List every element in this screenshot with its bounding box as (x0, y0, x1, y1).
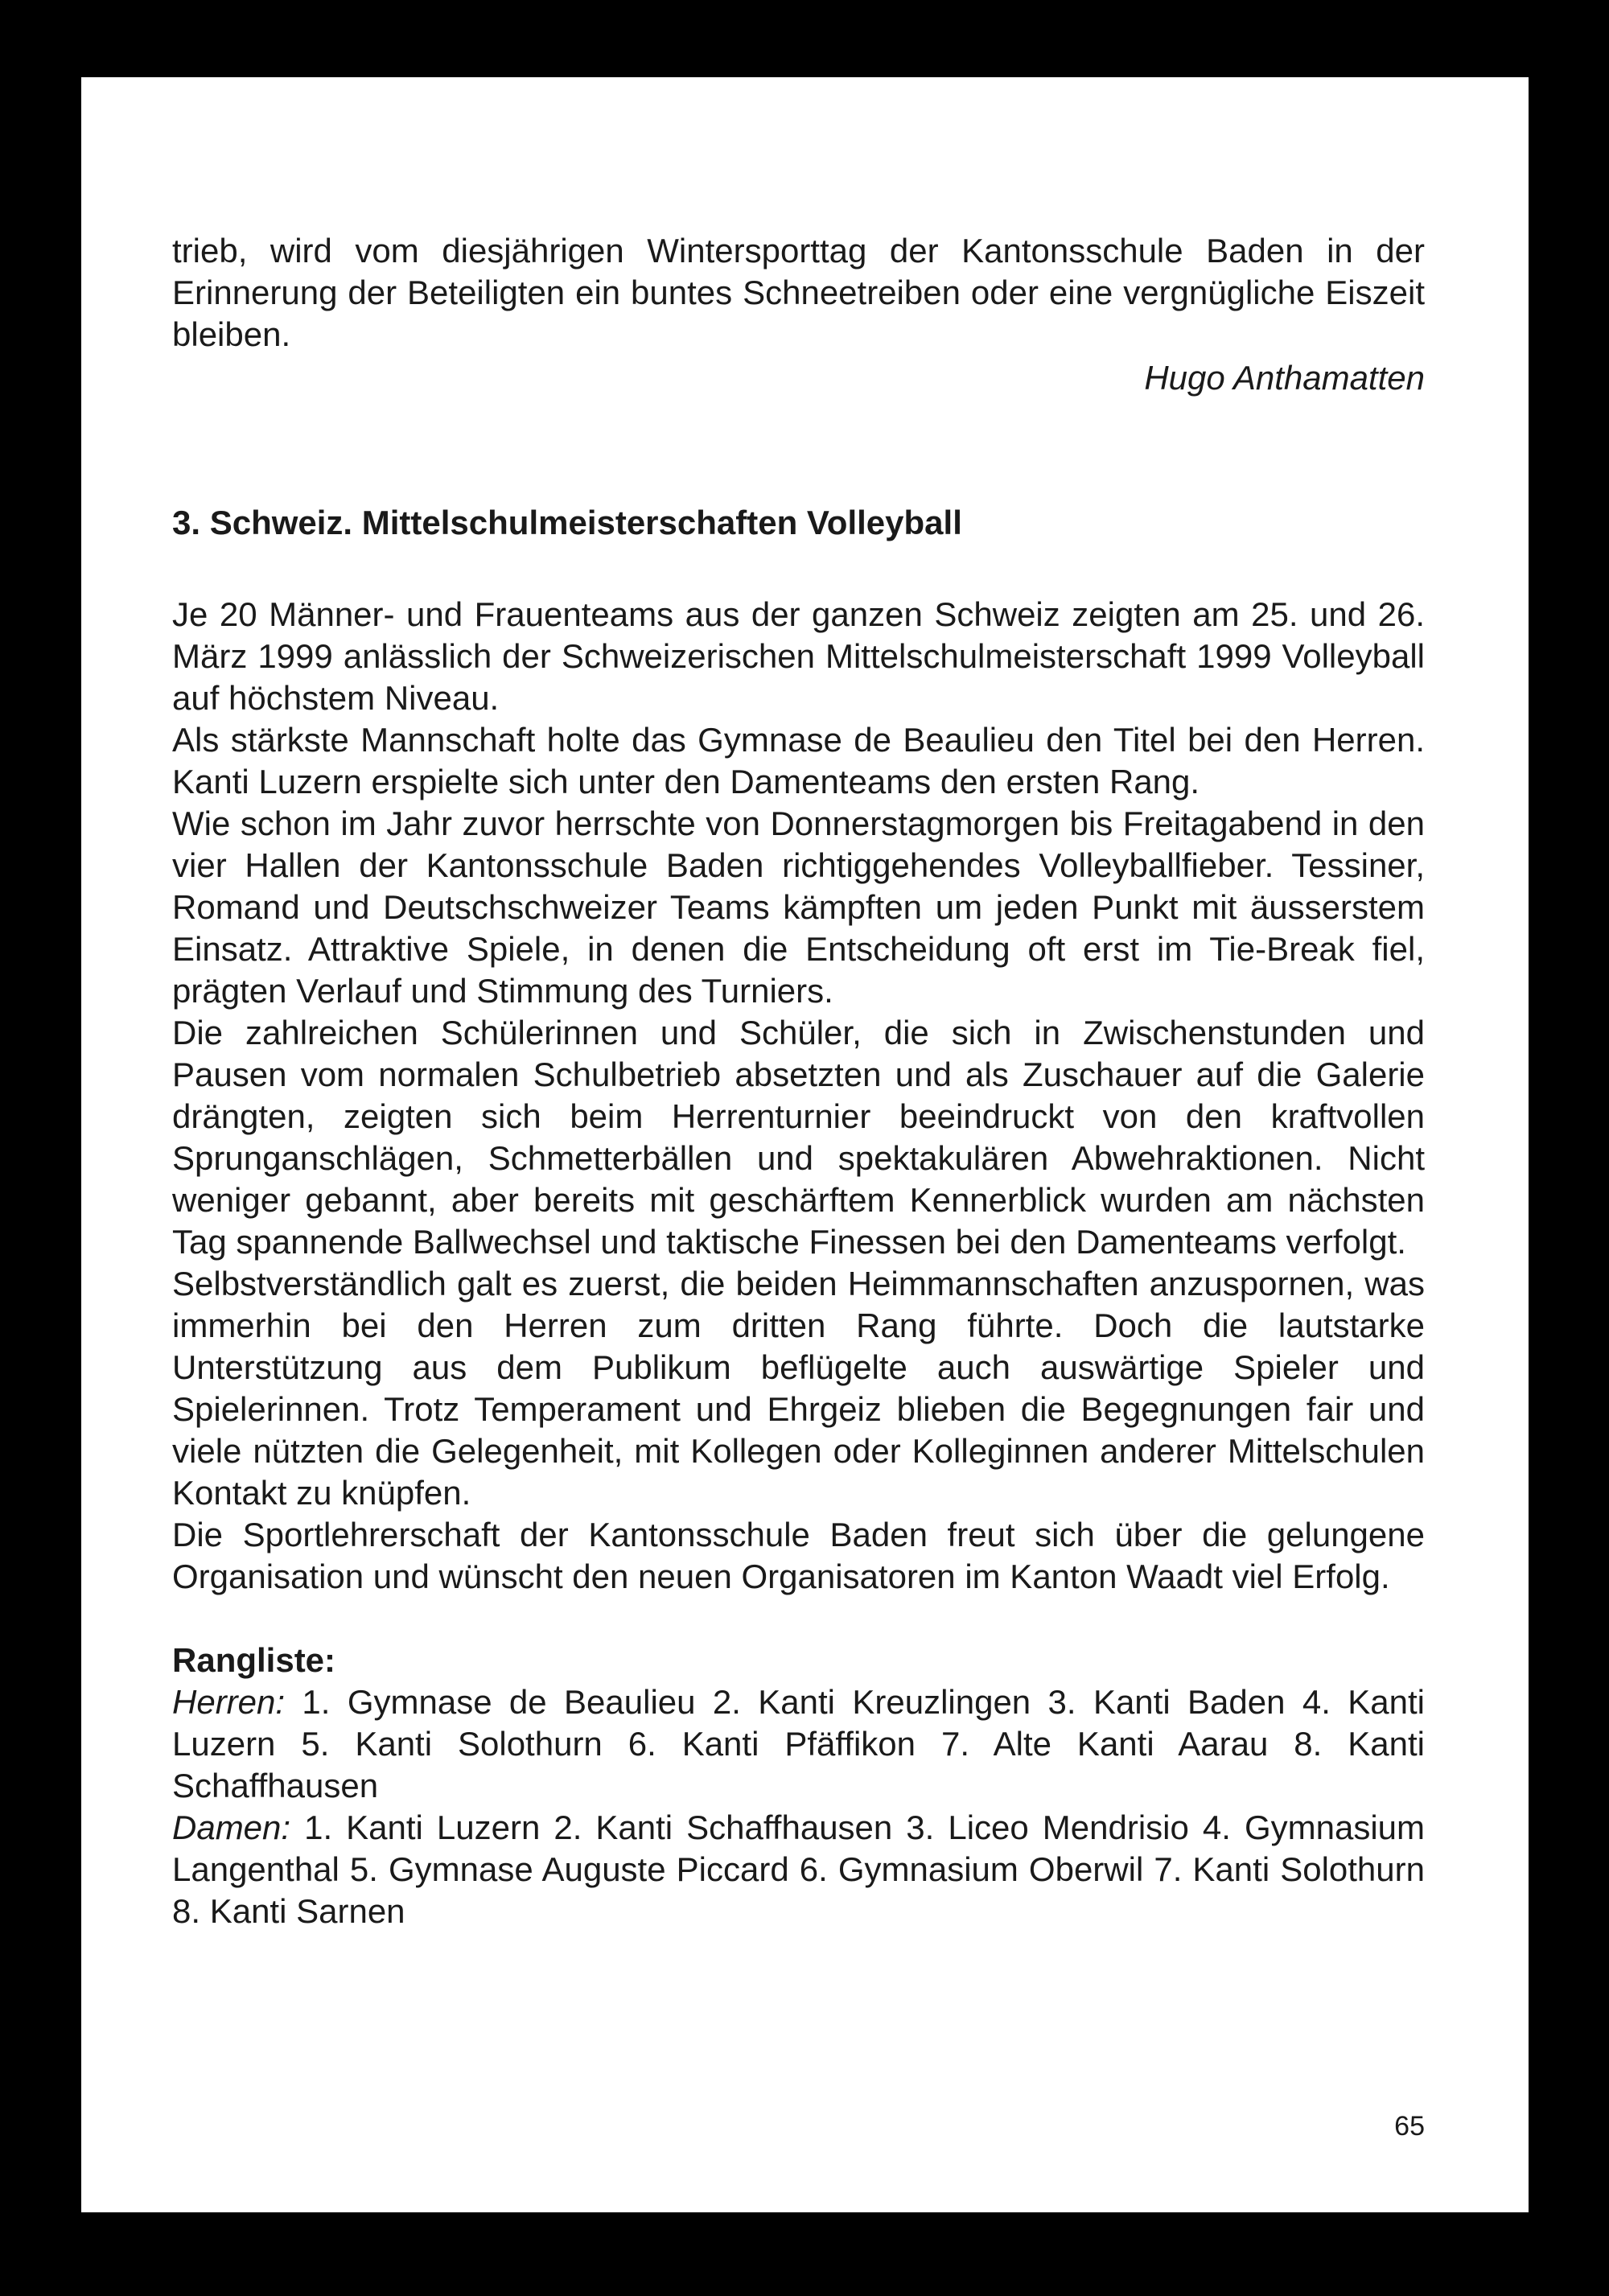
document-page (81, 77, 1529, 2212)
body-paragraph: Selbstverständlich galt es zuerst, die beiden Heimmannschaften anzuspornen, was immerhin bei den Herren zum dritten Rang führte. Doch die lautstarke Unterstützung aus dem Publikum beflügelte auch auswärtige Spieler und Spielerinnen. Trotz Temperament und Ehrgeiz blieben die Begegnungen fair und viele nützten die Gelegenheit, mit Kollegen oder Kolleginnen anderer Mittelschulen Kontakt zu knüpfen. (172, 1265, 1425, 1512)
section-heading: 3. Schweiz. Mittelschulmeisterschaften Volleyball (172, 504, 962, 541)
ranking-heading: Rangliste: (172, 1641, 336, 1679)
body-paragraph: Als stärkste Mannschaft holte das Gymnase de Beaulieu den Titel bei den Herren. Kanti Luzern erspielte sich unter den Damenteams den ersten Rang. (172, 721, 1425, 800)
ranking-herren-label: Herren: (172, 1683, 286, 1721)
ranking-damen-list: 1. Kanti Luzern 2. Kanti Schaffhausen 3. Liceo Mendrisio 4. Gymnasium Langenthal 5. Gymnase Auguste Piccard 6. Gymnasium Oberwil 7. Kanti Solothurn 8. Kanti Sarnen (172, 1808, 1425, 1930)
body-paragraph: Die zahlreichen Schülerinnen und Schüler, die sich in Zwischenstunden und Pausen vom normalen Schulbetrieb absetzten und als Zuschauer auf die Galerie drängten, zeigten sich beim Herrenturnier beeindruckt von den kraftvollen Sprunganschlägen, Schmetterbällen und spektakulären Abwehraktionen. Nicht weniger gebannt, aber bereits mit geschärftem Kennerblick wurden am nächsten Tag spannende Ballwechsel und taktische Finessen bei den Damenteams verfolgt. (172, 1014, 1425, 1261)
ranking-damen (172, 1807, 1425, 1932)
page-content (172, 230, 1425, 1932)
author-signature: Hugo Anthamatten (1144, 359, 1425, 397)
section-body (172, 594, 1425, 1598)
body-paragraph: Je 20 Männer- und Frauenteams aus der ganzen Schweiz zeigten am 25. und 26. März 1999 anlässlich der Schweizerischen Mittelschulmeisterschaft 1999 Volleyball auf höchstem Niveau. (172, 595, 1425, 717)
intro-paragraph: trieb, wird vom diesjährigen Wintersporttag der Kantonsschule Baden in der Erinnerung der Beteiligten ein buntes Schneetreiben oder eine vergnügliche Eiszeit bleiben. (172, 232, 1425, 353)
body-paragraph: Wie schon im Jahr zuvor herrschte von Donnerstagmorgen bis Freitagabend in den vier Hallen der Kantonsschule Baden richtiggehendes Volleyballfieber. Tessiner, Romand und Deutschschweizer Teams kämpften um jeden Punkt mit äusserstem Einsatz. Attraktive Spiele, in denen die Entscheidung oft erst im Tie-Break fiel, prägten Verlauf und Stimmung des Turniers. (172, 804, 1425, 1010)
page-number: 65 (1394, 2111, 1425, 2142)
body-paragraph: Die Sportlehrerschaft der Kantonsschule Baden freut sich über die gelungene Organisation und wünscht den neuen Organisatoren im Kanton Waadt viel Erfolg. (172, 1516, 1425, 1595)
ranking-damen-label: Damen: (172, 1808, 291, 1846)
ranking-herren-list: 1. Gymnase de Beaulieu 2. Kanti Kreuzlingen 3. Kanti Baden 4. Kanti Luzern 5. Kanti Solothurn 6. Kanti Pfäffikon 7. Alte Kanti Aarau 8. Kanti Schaffhausen (172, 1683, 1425, 1804)
ranking-herren (172, 1681, 1425, 1807)
